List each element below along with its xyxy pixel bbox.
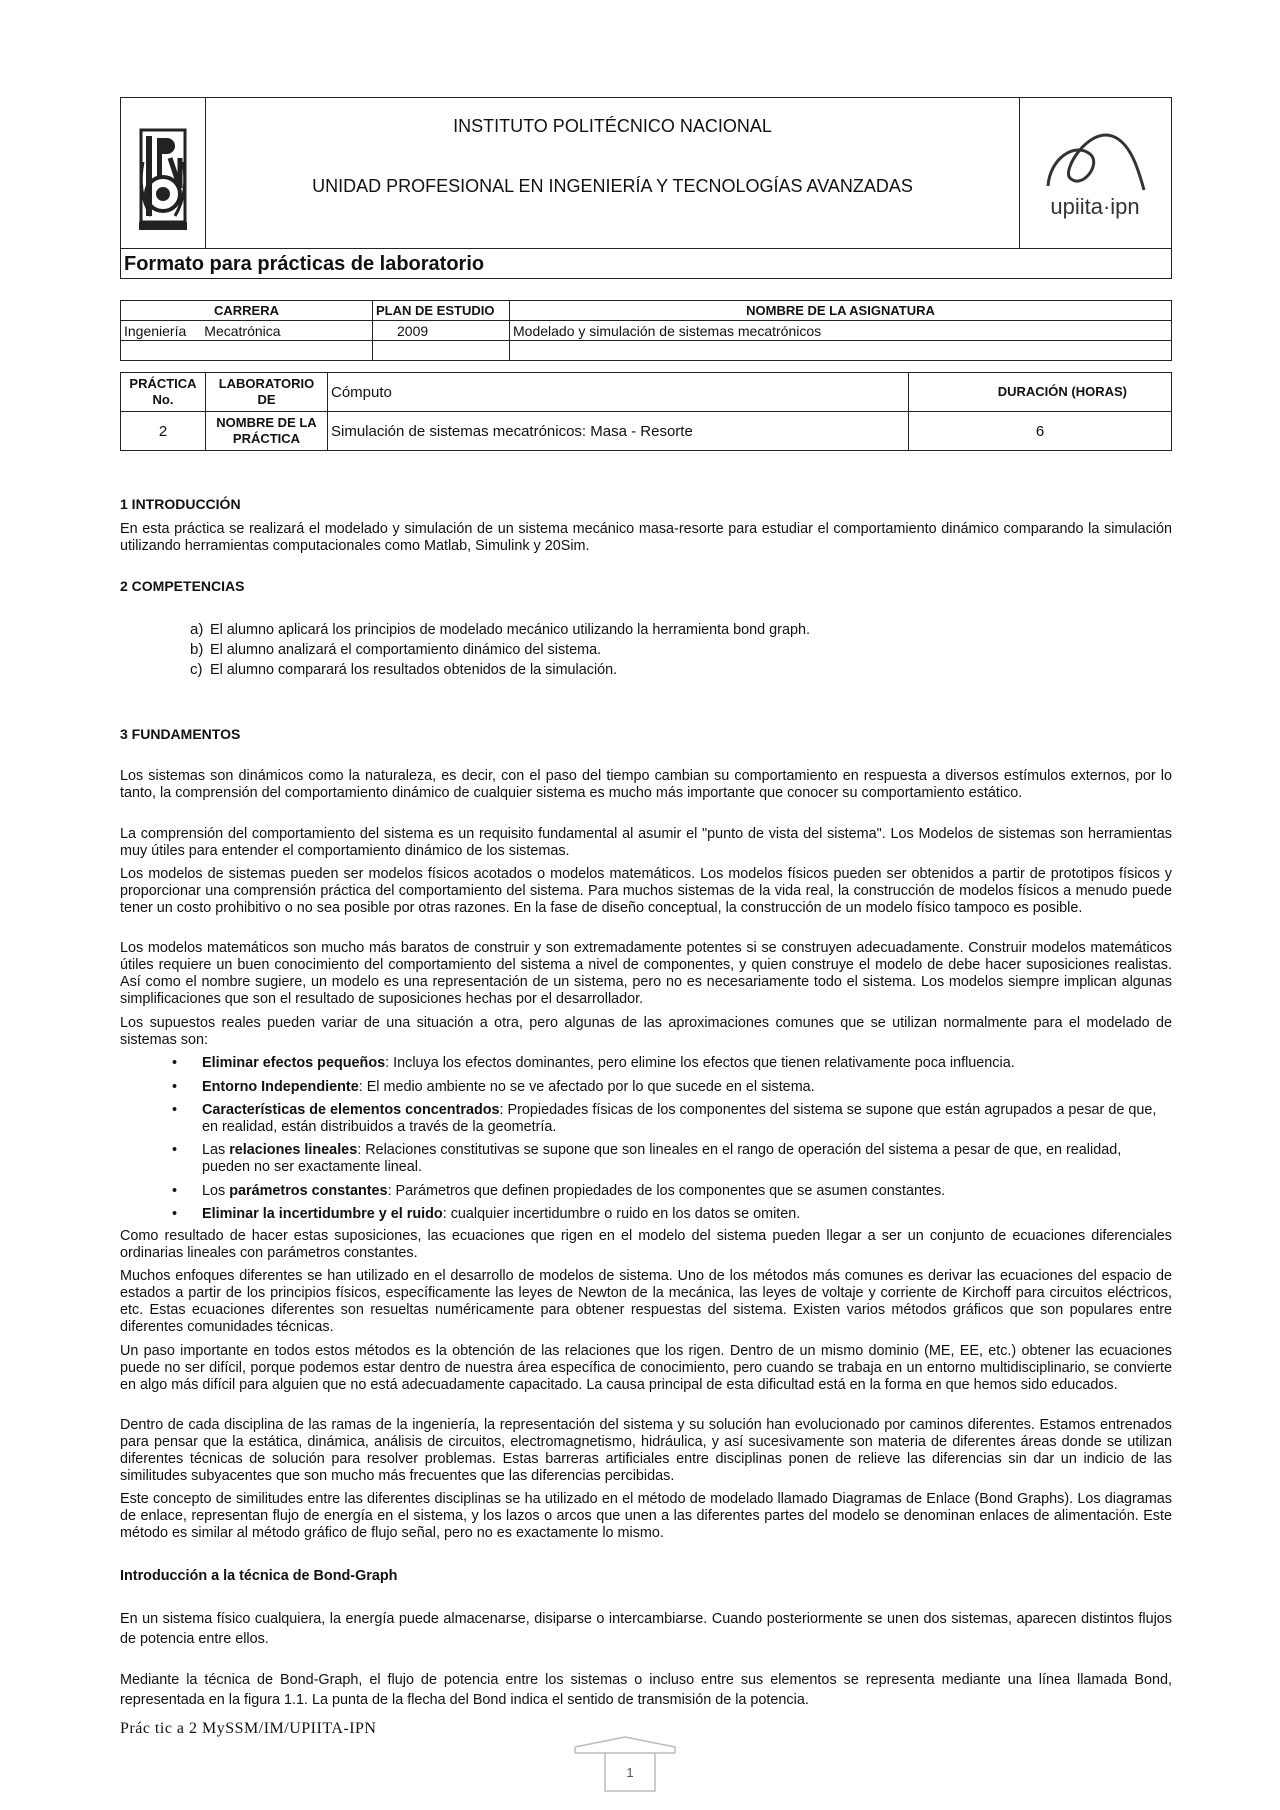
- duration-value: 6: [909, 412, 1172, 451]
- name-label: NOMBRE DE LA PRÁCTICA: [206, 412, 328, 451]
- paragraph: Los sistemas son dinámicos como la naturaleza, es decir, con el paso del tiempo cambian su comportamiento en respuesta a diversos estímulos externos, por lo tanto, la comprensión del comportamiento dinámico de cualquier sistema es mucho más importante que conocer su comportamiento estático.: [120, 768, 1172, 801]
- paragraph: Los modelos matemáticos son mucho más baratos de construir y son extremadamente potentes si se construyen adecuadamente. Construir modelos matemáticos útiles requiere un buen conocimiento del comportamiento del sistema a nivel de componentes, y quien construye el modelo de debe hacer suposiciones realistas. Así como el nombre sugiere, un modelo es una representación de un sistema, pero no es necesariamente todo el sistema. Los modelos siempre implican algunas simplificaciones que son el resultado de suposiciones hechas por el desarrollador.: [120, 940, 1172, 1007]
- name-value: Simulación de sistemas mecatrónicos: Masa - Resorte: [328, 412, 909, 451]
- institution-title: INSTITUTO POLITÉCNICO NACIONAL: [453, 116, 772, 136]
- competencia-text: El alumno aplicará los principios de modelado mecánico utilizando la herramienta bond graph.: [210, 622, 810, 638]
- paragraph: En un sistema físico cualquiera, la energía puede almacenarse, disiparse o intercambiarse. Cuando posteriormente se unen dos sistemas, aparecen distintos flujos de potencia entre ellos.: [120, 1611, 1172, 1647]
- page-number: 1: [626, 1765, 634, 1780]
- lab-value: Cómputo: [328, 373, 909, 412]
- competencias-list: [190, 620, 810, 680]
- col-asignatura: NOMBRE DE LA ASIGNATURA: [510, 301, 1172, 321]
- carrera-a: Ingeniería: [124, 322, 187, 339]
- bullet-text: : Incluya los efectos dominantes, pero elimine los efectos que tienen relativamente poca influencia.: [385, 1055, 1015, 1071]
- empty-cell: [373, 341, 510, 361]
- bullet-bold: Entorno Independiente: [202, 1079, 359, 1095]
- competencia-item: [190, 660, 810, 680]
- bullet-text: : Propiedades físicas de los componentes del sistema se supone que están agrupados a pesar de que, en realidad, están distribuidos a través de la geometría.: [202, 1102, 1157, 1135]
- plan-value: 2009: [373, 321, 510, 341]
- carrera-b: Mecatrónica: [204, 322, 281, 339]
- carrera-cell: [121, 321, 373, 341]
- empty-cell: [510, 341, 1172, 361]
- page-number-frame-icon: [565, 1735, 685, 1795]
- bullet-bold: Eliminar efectos pequeños: [202, 1055, 386, 1071]
- bullet-bold: parámetros constantes: [229, 1183, 388, 1199]
- bullet-pre: Los: [202, 1183, 230, 1199]
- lab-label: LABORATORIO DE: [206, 373, 328, 412]
- ipn-logo-icon: [121, 98, 205, 248]
- paragraph: Como resultado de hacer estas suposiciones, las ecuaciones que rigen en el modelo del sistema pueden llegar a ser un conjunto de ecuaciones diferenciales ordinarias lineales con parámetros constantes.: [120, 1228, 1172, 1261]
- fundamentos-title: 3 FUNDAMENTOS: [120, 726, 241, 742]
- practice-table: [120, 372, 1172, 451]
- bullet-icon: •: [172, 1055, 178, 1071]
- competencia-letter: b): [190, 641, 204, 658]
- upiita-logo-text: upiita·ipn: [1050, 194, 1140, 219]
- bullet-text: : Parámetros que definen propiedades de los componentes que se asumen constantes.: [387, 1183, 946, 1199]
- col-plan: PLAN DE ESTUDIO: [373, 301, 510, 321]
- header-box: [120, 97, 1172, 279]
- practica-no: 2: [121, 412, 206, 451]
- intro-title: 1 INTRODUCCIÓN: [120, 496, 241, 512]
- bullet-icon: •: [172, 1206, 178, 1222]
- format-title: Formato para prácticas de laboratorio: [121, 248, 1171, 278]
- bullet-pre: Las: [202, 1142, 230, 1158]
- unit-title: UNIDAD PROFESIONAL EN INGENIERÍA Y TECNOLOGÍAS AVANZADAS: [312, 176, 913, 196]
- paragraph: Dentro de cada disciplina de las ramas de la ingeniería, la representación del sistema y su solución han evolucionado por caminos diferentes. Estamos entrenados para pensar que la estática, dinámica, análisis de circuitos, electromagnetismo, hidráulica, y así sucesivamente son materia de diferentes áreas donde se utilizan diferentes técnicas de solución para resolver problemas. Estas barreras artificiales entre disciplinas ponen de relieve las diferencias sin dar un indicio de las similitudes subyacentes que son mucho más frecuentes que las diferencias percibidas.: [120, 1417, 1172, 1484]
- bullet-icon: •: [172, 1142, 178, 1158]
- duration-label: DURACIÓN (HORAS): [909, 373, 1172, 412]
- info-table: [120, 300, 1172, 361]
- practica-label: PRÁCTICA No.: [121, 373, 206, 412]
- competencia-text: El alumno analizará el comportamiento dinámico del sistema.: [210, 642, 602, 658]
- bullet-icon: •: [172, 1183, 178, 1199]
- paragraph: Los supuestos reales pueden variar de una situación a otra, pero algunas de las aproximaciones comunes que se utilizan normalmente para el modelado de sistemas son:: [120, 1015, 1172, 1048]
- page-number-box: [565, 1735, 685, 1795]
- bullet-text: : cualquier incertidumbre o ruido en los datos se omiten.: [442, 1206, 801, 1222]
- bullet-bold: relaciones lineales: [229, 1142, 358, 1158]
- bond-graph-title: Introducción a la técnica de Bond-Graph: [120, 1568, 398, 1584]
- bullet-bold: Características de elementos concentrados: [202, 1102, 500, 1118]
- competencia-item: [190, 620, 810, 640]
- paragraph: Los modelos de sistemas pueden ser modelos físicos acotados o modelos matemáticos. Los modelos físicos pueden ser obtenidos a partir de prototipos físicos y proporcionar una comprensión práctica del comportamiento del sistema. Para muchos sistemas de la vida real, la construcción de modelos físicos a menudo puede tener un costo prohibitivo o no sea posible por otras razones. En la fase de diseño conceptual, la construcción de un modelo físico tampoco es posible.: [120, 866, 1172, 916]
- asignatura-value: Modelado y simulación de sistemas mecatrónicos: [510, 321, 1172, 341]
- paragraph: Un paso importante en todos estos métodos es la obtención de las relaciones que los rigen. Dentro de un mismo dominio (ME, EE, etc.) obtener las ecuaciones puede no ser difícil, porque podemos estar dentro de nuestra área específica de conocimiento, pero cuando se trabaja en un entorno multidisciplinario, se convierte en algo más difícil para alguien que no está adecuadamente capacitado. La causa principal de esta dificultad está en la forma en que hemos sido educados.: [120, 1343, 1172, 1393]
- paragraph: Muchos enfoques diferentes se han utilizado en el desarrollo de modelos de sistema. Uno de los métodos más comunes es derivar las ecuaciones del espacio de estados a partir de los principios físicos, específicamente las leyes de Newton de la mecánica, las leyes de voltaje y corriente de Kirchoff para circuitos eléctricos, etc. Estas ecuaciones diferentes son resueltas numéricamente para obtener respuestas del sistema. Existen varios métodos gráficos que son populares entre diferentes comunidades técnicas.: [120, 1268, 1172, 1335]
- competencia-item: [190, 640, 810, 660]
- competencia-text: El alumno comparará los resultados obtenidos de la simulación.: [210, 662, 618, 678]
- bullet-bold: Eliminar la incertidumbre y el ruido: [202, 1206, 443, 1222]
- header-titles: [206, 98, 1019, 248]
- paragraph: Este concepto de similitudes entre las diferentes disciplinas se ha utilizado en el método de modelado llamado Diagramas de Enlace (Bond Graphs). Los diagramas de enlace, representan flujo de energía en el sistema, y los lazos o arcos que unen a las diferentes partes del modelo se denominan enlaces de alimentación. Este método es similar al método gráfico de flujo señal, pero no es exactamente lo mismo.: [120, 1491, 1172, 1541]
- intro-text: En esta práctica se realizará el modelado y simulación de un sistema mecánico masa-resorte para estudiar el comportamiento dinámico comparando la simulación utilizando herramientas computacionales como Matlab, Simulink y 20Sim.: [120, 521, 1172, 554]
- ipn-logo: [121, 98, 206, 248]
- competencia-letter: a): [190, 621, 204, 638]
- col-carrera: CARRERA: [121, 301, 373, 321]
- paragraph: Mediante la técnica de Bond-Graph, el flujo de potencia entre los sistemas o incluso entre sus elementos se representa mediante una línea llamada Bond, representada en la figura 1.1. La punta de la flecha del Bond indica el sentido de transmisión de la potencia.: [120, 1672, 1172, 1708]
- competencia-letter: c): [190, 661, 203, 678]
- footer-text: Prác tic a 2 MySSM/IM/UPIITA-IPN: [120, 1720, 377, 1737]
- competencias-title: 2 COMPETENCIAS: [120, 578, 245, 594]
- upiita-logo: [1019, 98, 1171, 248]
- empty-cell: [121, 341, 373, 361]
- bullet-text: : Relaciones constitutivas se supone que son lineales en el rango de operación del sistema a pesar de que, en realidad, pueden no ser exactamente lineal.: [202, 1142, 1122, 1175]
- bullet-text: : El medio ambiente no se ve afectado por lo que sucede en el sistema.: [358, 1079, 815, 1095]
- bullet-icon: •: [172, 1102, 178, 1118]
- paragraph: La comprensión del comportamiento del sistema es un requisito fundamental al asumir el "punto de vista del sistema". Los Modelos de sistemas son herramientas muy útiles para entender el comportamiento dinámico de los sistemas.: [120, 826, 1172, 859]
- bullet-icon: •: [172, 1079, 178, 1095]
- upiita-logo-icon: [1020, 98, 1170, 248]
